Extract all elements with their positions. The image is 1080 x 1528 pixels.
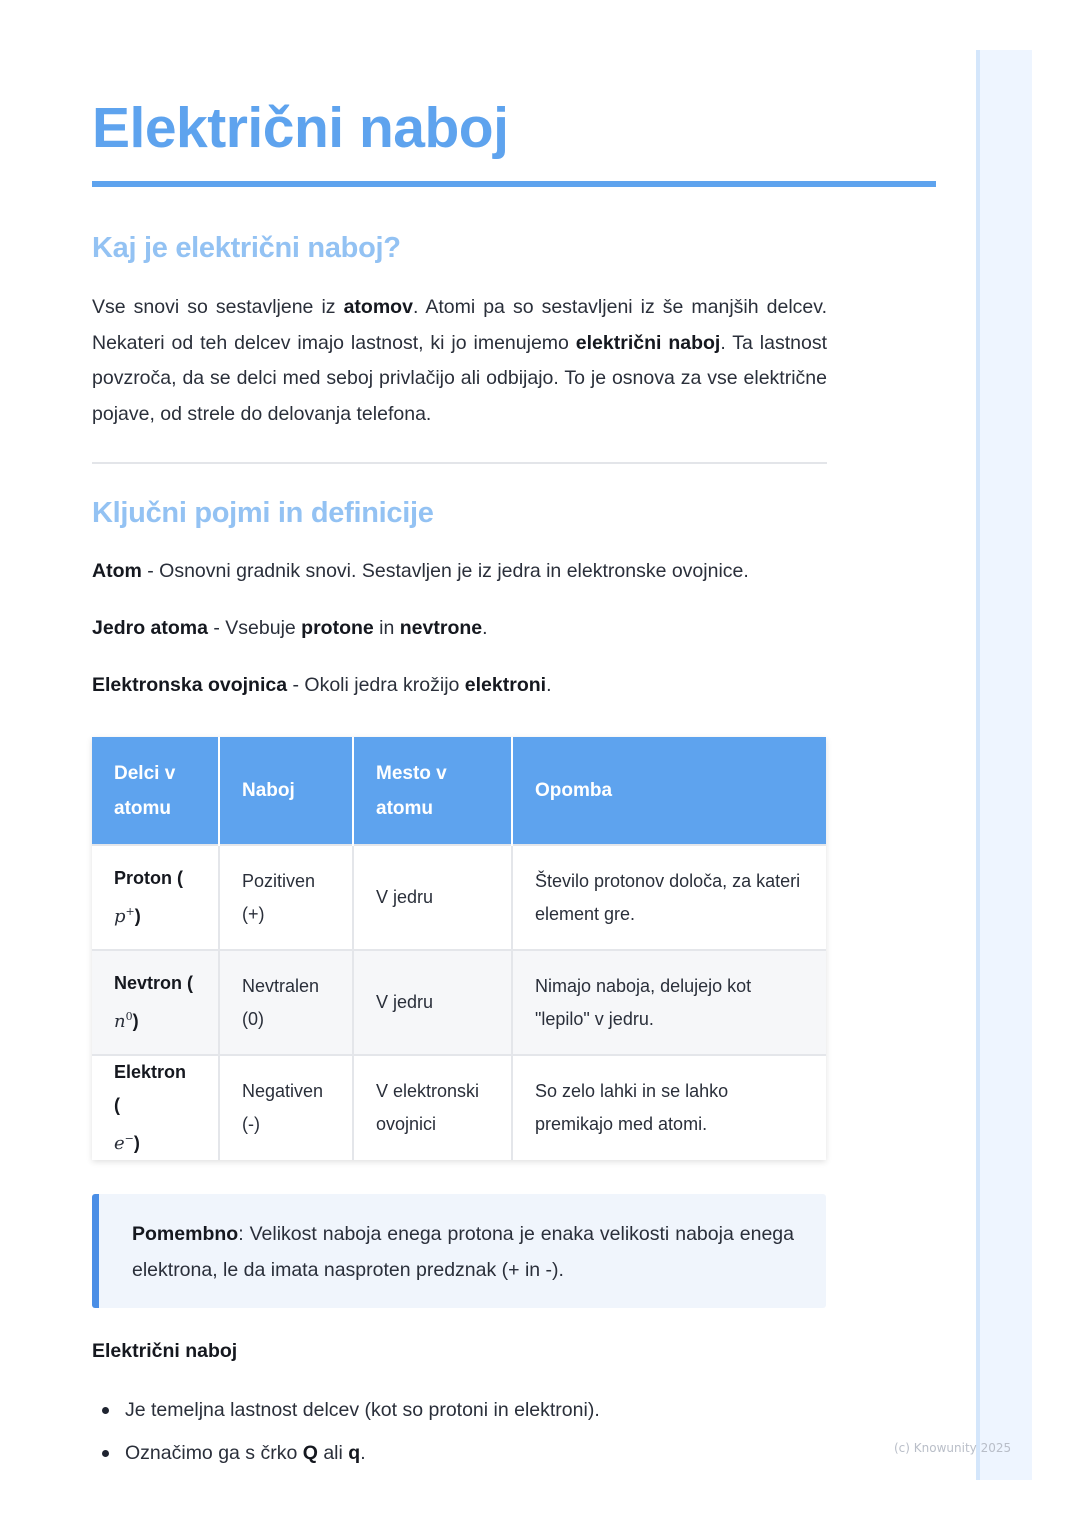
watermark: (c) Knowunity 2025 bbox=[894, 1441, 1012, 1455]
page-title: Električni naboj bbox=[92, 96, 509, 160]
note-cell: So zelo lahki in se lahko premikajo med atomi. bbox=[512, 1055, 826, 1160]
intro-paragraph: Vse snovi so sestavljene iz atomov. Atomi pa so sestavljeni iz še manjših delcev. Nekateri od teh delcev imajo lastnost, ki jo imenujemo električni naboj. Ta lastnost povzroča, da se delci med seboj privlačijo ali odbijajo. To je osnova za vse električne pojave, od strele do delovanja telefona. bbox=[92, 296, 828, 425]
definition-atom: Atom - Osnovni gradnik snovi. Sestavljen je iz jedra in elektronske ovojnice. bbox=[92, 560, 749, 582]
particle-name-cell: Elektron ( e−) bbox=[92, 1055, 219, 1160]
section-heading-key-terms: Ključni pojmi in definicije bbox=[92, 497, 434, 529]
charge-bullet-list bbox=[92, 1393, 600, 1479]
particle-symbol: $n^0$ bbox=[114, 1010, 133, 1032]
place-cell: V elektronski ovojnici bbox=[353, 1055, 512, 1160]
particle-name-cell: Proton ( p+) bbox=[92, 845, 219, 950]
particle-name-cell: Nevtron ( $n^0$) bbox=[92, 950, 219, 1055]
page-side-strip bbox=[976, 50, 1032, 1480]
list-item: Je temeljna lastnost delcev (kot so protoni in elektroni). bbox=[92, 1393, 600, 1436]
list-item: Označimo ga s črko Q ali q. bbox=[92, 1436, 600, 1479]
table-row bbox=[92, 845, 826, 950]
table-header: Opomba bbox=[512, 737, 826, 845]
place-cell: V jedru bbox=[353, 950, 512, 1055]
particles-table bbox=[92, 737, 826, 1160]
title-underline bbox=[92, 181, 936, 187]
table-row bbox=[92, 950, 826, 1055]
subheading-electric-charge: Električni naboj bbox=[92, 1340, 238, 1362]
particle-symbol: e− bbox=[114, 1132, 134, 1154]
particle-symbol: p+ bbox=[114, 905, 135, 927]
section-heading-what-is-charge: Kaj je električni naboj? bbox=[92, 232, 401, 264]
table-header: Mesto v atomu bbox=[353, 737, 512, 845]
place-cell: V jedru bbox=[353, 845, 512, 950]
table-header: Naboj bbox=[219, 737, 353, 845]
table-header: Delci v atomu bbox=[92, 737, 219, 845]
important-note-callout: Pomembno: Velikost naboja enega protona je enaka velikosti naboja enega elektrona, le da imata nasproten predznak (+ in -). bbox=[92, 1194, 826, 1308]
definition-nucleus: Jedro atoma - Vsebuje protone in nevtrone. bbox=[92, 617, 488, 639]
note-cell: Število protonov določa, za kateri element gre. bbox=[512, 845, 826, 950]
note-cell: Nimajo naboja, delujejo kot "lepilo" v jedru. bbox=[512, 950, 826, 1055]
table-row bbox=[92, 1055, 826, 1160]
definition-electron-shell: Elektronska ovojnica - Okoli jedra krožijo elektroni. bbox=[92, 674, 552, 696]
charge-cell: Nevtralen (0) bbox=[219, 950, 353, 1055]
charge-cell: Negativen (-) bbox=[219, 1055, 353, 1160]
table-header-row bbox=[92, 737, 826, 845]
section-divider bbox=[92, 462, 827, 464]
charge-cell: Pozitiven (+) bbox=[219, 845, 353, 950]
